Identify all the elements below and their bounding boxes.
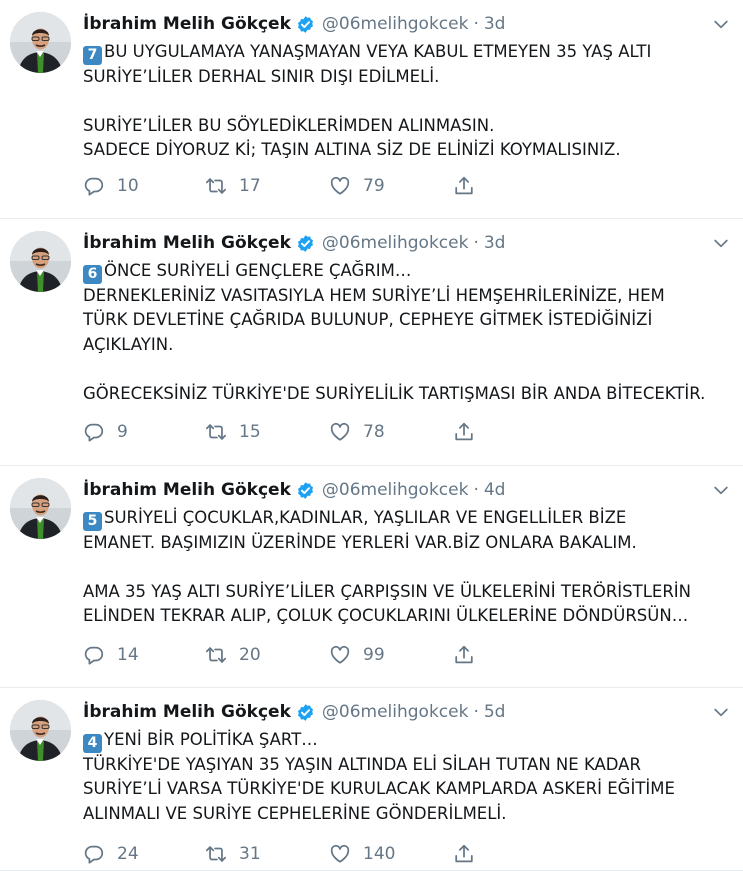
tweet-text-line-content: DERNEKLERİNİZ VASITASIYLA HEM SURİYE’Lİ HEMŞEHRİLERİNİZE, HEM (83, 285, 665, 305)
tweet-text-line (83, 728, 733, 753)
tweet-text-line (83, 802, 733, 827)
tweet-text-line (83, 308, 733, 333)
share-button[interactable] (453, 175, 475, 197)
share-button[interactable] (453, 843, 475, 865)
tweet-card[interactable] (0, 466, 743, 688)
tweet-text (83, 259, 733, 406)
tweet-text-line-content: TÜRK DEVLETİNE ÇAĞRIDA BULUNUP, CEPHEYE GİTMEK İSTEDİĞİNİZİ (83, 310, 653, 329)
retweet-icon (205, 175, 239, 197)
tweet-text-line (83, 604, 733, 629)
tweet-text (83, 506, 733, 629)
tweet-text-line-content: AMA 35 YAŞ ALTI SURİYE’LİLER ÇARPIŞSIN VE ÜLKELERİNİ TERÖRİSTLERİN (83, 581, 692, 601)
tweet-text-line (83, 753, 733, 778)
tweet-text-line (83, 259, 733, 284)
reply-button[interactable] (83, 843, 139, 865)
tweet-text-line (83, 777, 733, 802)
separator-dot: · (473, 702, 479, 722)
separator-dot: · (473, 14, 479, 34)
heart-icon (329, 644, 363, 666)
separator-dot: · (473, 233, 479, 253)
like-button[interactable] (329, 644, 385, 666)
tweet-text-line (83, 531, 733, 556)
tweet-text-line-content: SURİYE’Lİ VARSA TÜRKİYE'DE KURULACAK KAMPLARDA ASKERİ EĞİTİME (83, 779, 675, 798)
tweet-card[interactable] (0, 0, 743, 219)
like-count: 140 (363, 844, 396, 864)
tweet-text-line (83, 382, 733, 407)
tweet-card[interactable] (0, 688, 743, 871)
tweet-header (83, 479, 505, 501)
tweet-text-line (83, 284, 733, 309)
retweet-icon (205, 644, 239, 666)
retweet-button[interactable] (205, 421, 261, 443)
reply-icon (83, 644, 117, 666)
tweet-text-line-content: BU UYGULAMAYA YANAŞMAYAN VEYA KABUL ETMEYEN 35 YAŞ ALTI (104, 42, 652, 61)
verified-badge-icon (296, 15, 315, 34)
like-button[interactable] (329, 175, 385, 197)
tweet-text-line (83, 138, 733, 163)
tweet-card[interactable] (0, 219, 743, 466)
tweet-header (83, 232, 505, 254)
like-count: 99 (363, 645, 385, 665)
author-handle[interactable]: @06melihgokcek (321, 480, 469, 500)
tweet-actions (83, 644, 483, 668)
keycap-number-emoji: 6 (83, 265, 102, 284)
retweet-count: 15 (239, 422, 261, 442)
share-button[interactable] (453, 644, 475, 666)
avatar[interactable] (10, 478, 71, 539)
tweet-text-line (83, 333, 733, 358)
retweet-icon (205, 843, 239, 865)
tweet-text-line-content: YENİ BİR POLİTİKA ŞART… (104, 730, 318, 749)
author-name[interactable]: İbrahim Melih Gökçek (83, 14, 291, 34)
tweet-actions (83, 175, 483, 199)
share-button[interactable] (453, 421, 475, 443)
tweet-text-line-content: ÖNCE SURİYELİ GENÇLERE ÇAĞRIM… (104, 261, 412, 280)
retweet-button[interactable] (205, 843, 261, 865)
heart-icon (329, 421, 363, 443)
tweet-header (83, 13, 505, 35)
verified-badge-icon (296, 481, 315, 500)
reply-count: 10 (117, 176, 139, 196)
tweet-text-line (83, 114, 733, 139)
author-handle[interactable]: @06melihgokcek (321, 702, 469, 722)
chevron-down-icon[interactable] (711, 233, 731, 253)
tweet-text (83, 728, 733, 826)
retweet-button[interactable] (205, 644, 261, 666)
tweet-text-line (83, 89, 733, 114)
heart-icon (329, 843, 363, 865)
tweet-text-line-content: SURİYE’LİLER DERHAL SINIR DIŞI EDİLMELİ. (83, 66, 440, 86)
tweet-text-line-content: SURİYE’LİLER BU SÖYLEDİKLERİMDEN ALINMASIN. (83, 115, 495, 135)
tweet-text-line (83, 65, 733, 90)
reply-count: 24 (117, 844, 139, 864)
keycap-number-emoji: 4 (83, 734, 102, 753)
avatar[interactable] (10, 231, 71, 292)
reply-button[interactable] (83, 644, 139, 666)
share-icon (453, 644, 475, 666)
retweet-count: 31 (239, 844, 261, 864)
chevron-down-icon[interactable] (711, 14, 731, 34)
author-handle[interactable]: @06melihgokcek (321, 233, 469, 253)
tweet-text-line (83, 506, 733, 531)
verified-badge-icon (296, 234, 315, 253)
reply-icon (83, 421, 117, 443)
tweet-text-line-content: EMANET. BAŞIMIZIN ÜZERİNDE YERLERİ VAR.BİZ ONLARA BAKALIM. (83, 532, 637, 552)
tweet-header (83, 701, 505, 723)
like-button[interactable] (329, 843, 395, 865)
retweet-count: 17 (239, 176, 261, 196)
like-count: 78 (363, 422, 385, 442)
heart-icon (329, 175, 363, 197)
verified-badge-icon (296, 703, 315, 722)
reply-count: 14 (117, 645, 139, 665)
keycap-number-emoji: 7 (83, 46, 102, 65)
avatar[interactable] (10, 700, 71, 761)
share-icon (453, 421, 475, 443)
tweet-timestamp[interactable]: 4d (483, 480, 506, 500)
avatar[interactable] (10, 12, 71, 73)
tweet-text-line-content: GÖRECEKSİNİZ TÜRKİYE'DE SURİYELİLİK TARTIŞMASI BİR ANDA BİTECEKTİR. (83, 383, 706, 403)
tweet-text-line-content: SADECE DİYORUZ Kİ; TAŞIN ALTINA SİZ DE ELİNİZİ KOYMALISINIZ. (83, 140, 621, 159)
author-handle[interactable]: @06melihgokcek (321, 14, 469, 34)
tweet-text-line (83, 580, 733, 605)
separator-dot: · (473, 480, 479, 500)
reply-count: 9 (117, 422, 128, 442)
author-name[interactable]: İbrahim Melih Gökçek (83, 233, 291, 253)
tweet-timestamp[interactable]: 5d (483, 702, 506, 722)
author-name[interactable]: İbrahim Melih Gökçek (83, 480, 291, 500)
reply-button[interactable] (83, 421, 128, 443)
share-icon (453, 175, 475, 197)
tweet-text-line-content: ALINMALI VE SURİYE CEPHELERİNE GÖNDERİLMELİ. (83, 803, 507, 823)
tweet-text-line (83, 40, 733, 65)
reply-icon (83, 843, 117, 865)
tweet-text-line-content: AÇIKLAYIN. (83, 334, 174, 354)
tweet-text-line (83, 555, 733, 580)
tweet-text-line-content: ELİNDEN TEKRAR ALIP, ÇOLUK ÇOCUKLARINI ÜLKELERİNE DÖNDÜRSÜN… (83, 606, 689, 625)
tweet-text-line (83, 357, 733, 382)
reply-icon (83, 175, 117, 197)
tweet-text-line-content: SURİYELİ ÇOCUKLAR,KADINLAR, YAŞLILAR VE ENGELLİLER BİZE (104, 508, 627, 527)
chevron-down-icon[interactable] (711, 702, 731, 722)
tweet-text (83, 40, 733, 163)
tweet-timestamp[interactable]: 3d (483, 233, 506, 253)
keycap-number-emoji: 5 (83, 512, 102, 531)
tweet-text-line-content: TÜRKİYE'DE YAŞIYAN 35 YAŞIN ALTINDA ELİ SİLAH TUTAN NE KADAR (83, 754, 641, 774)
reply-button[interactable] (83, 175, 139, 197)
retweet-icon (205, 421, 239, 443)
tweet-timestamp[interactable]: 3d (483, 14, 506, 34)
retweet-button[interactable] (205, 175, 261, 197)
tweet-actions (83, 421, 483, 445)
retweet-count: 20 (239, 645, 261, 665)
tweet-actions (83, 843, 483, 867)
like-button[interactable] (329, 421, 385, 443)
chevron-down-icon[interactable] (711, 480, 731, 500)
like-count: 79 (363, 176, 385, 196)
author-name[interactable]: İbrahim Melih Gökçek (83, 702, 291, 722)
share-icon (453, 843, 475, 865)
